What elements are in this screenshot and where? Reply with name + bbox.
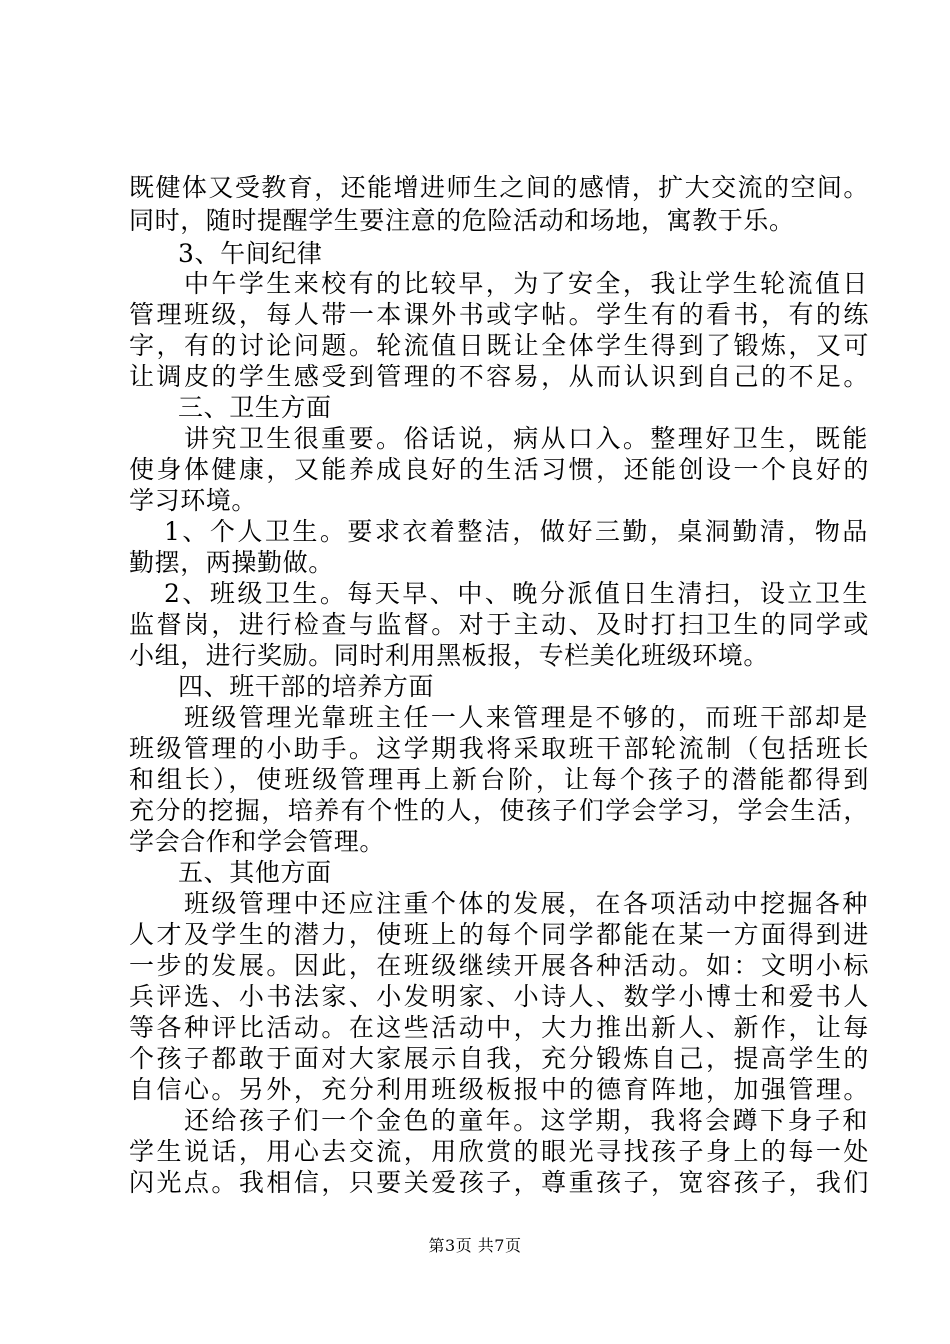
body-text-line: 学习环境。 bbox=[129, 486, 258, 515]
list-item-line: 2、班级卫生。每天早、中、晚分派值日生清扫，设立卫生 bbox=[164, 579, 868, 608]
body-text-line: 充分的挖掘，培养有个性的人，使孩子们学会学习，学会生活， bbox=[129, 796, 869, 825]
body-text-line: 管理班级，每人带一本课外书或字帖。学生有的看书，有的练 bbox=[129, 300, 869, 329]
body-text-line: 字，有的讨论问题。轮流值日既让全体学生得到了锻炼，又可 bbox=[129, 331, 869, 360]
body-text-line: 监督岗，进行检查与监督。对于主动、及时打扫卫生的同学或 bbox=[129, 610, 869, 639]
section-heading: 四、班干部的培养方面 bbox=[178, 672, 435, 701]
body-text-line: 闪光点。我相信，只要关爱孩子，尊重孩子，宽容孩子，我们 bbox=[129, 1168, 869, 1197]
paragraph-first-line: 中午学生来校有的比较早，为了安全，我让学生轮流值日 bbox=[184, 269, 868, 298]
body-text-line: 学会合作和学会管理。 bbox=[129, 827, 386, 856]
body-text-line: 学生说话，用心去交流，用欣赏的眼光寻找孩子身上的每一处 bbox=[129, 1137, 869, 1166]
body-text-line: 让调皮的学生感受到管理的不容易，从而认识到自己的不足。 bbox=[129, 362, 869, 391]
body-text-line: 一步的发展。因此，在班级继续开展各种活动。如：文明小标 bbox=[129, 951, 869, 980]
body-text-line: 小组，进行奖励。同时利用黑板报，专栏美化班级环境。 bbox=[129, 641, 770, 670]
body-text-line: 同时，随时提醒学生要注意的危险活动和场地，寓教于乐。 bbox=[129, 206, 795, 235]
page-number-footer: 第3页 共7页 bbox=[428, 1236, 522, 1255]
paragraph-first-line: 讲究卫生很重要。俗话说，病从口入。整理好卫生，既能 bbox=[184, 424, 868, 453]
body-text-line: 既健体又受教育，还能增进师生之间的感情，扩大交流的空间。 bbox=[129, 173, 869, 202]
body-text-line: 个孩子都敢于面对大家展示自我，充分锻炼自己，提高学生的 bbox=[129, 1044, 869, 1073]
body-text-line: 兵评选、小书法家、小发明家、小诗人、数学小博士和爱书人 bbox=[129, 982, 869, 1011]
paragraph-first-line: 还给孩子们一个金色的童年。这学期，我将会蹲下身子和 bbox=[184, 1106, 868, 1135]
body-text-line: 使身体健康，又能养成良好的生活习惯，还能创设一个良好的 bbox=[129, 455, 869, 484]
body-text-line: 勤摆，两操勤做。 bbox=[129, 548, 334, 577]
body-text-line: 人才及学生的潜力，使班上的每个同学都能在某一方面得到进 bbox=[129, 920, 869, 949]
section-heading: 三、卫生方面 bbox=[178, 393, 332, 422]
body-text-line: 和组长），使班级管理再上新台阶，让每个孩子的潜能都得到 bbox=[129, 765, 869, 794]
body-text-line: 自信心。另外，充分利用班级板报中的德育阵地，加强管理。 bbox=[129, 1075, 869, 1104]
paragraph-first-line: 班级管理中还应注重个体的发展，在各项活动中挖掘各种 bbox=[184, 889, 868, 918]
section-heading: 3、午间纪律 bbox=[178, 239, 323, 268]
body-text-line: 班级管理的小助手。这学期我将采取班干部轮流制（包括班长 bbox=[129, 734, 869, 763]
paragraph-first-line: 班级管理光靠班主任一人来管理是不够的，而班干部却是 bbox=[184, 703, 868, 732]
list-item-line: 1、个人卫生。要求衣着整洁，做好三勤，桌洞勤清，物品 bbox=[164, 517, 868, 546]
body-text-line: 等各种评比活动。在这些活动中，大力推出新人、新作，让每 bbox=[129, 1013, 869, 1042]
section-heading: 五、其他方面 bbox=[178, 858, 332, 887]
